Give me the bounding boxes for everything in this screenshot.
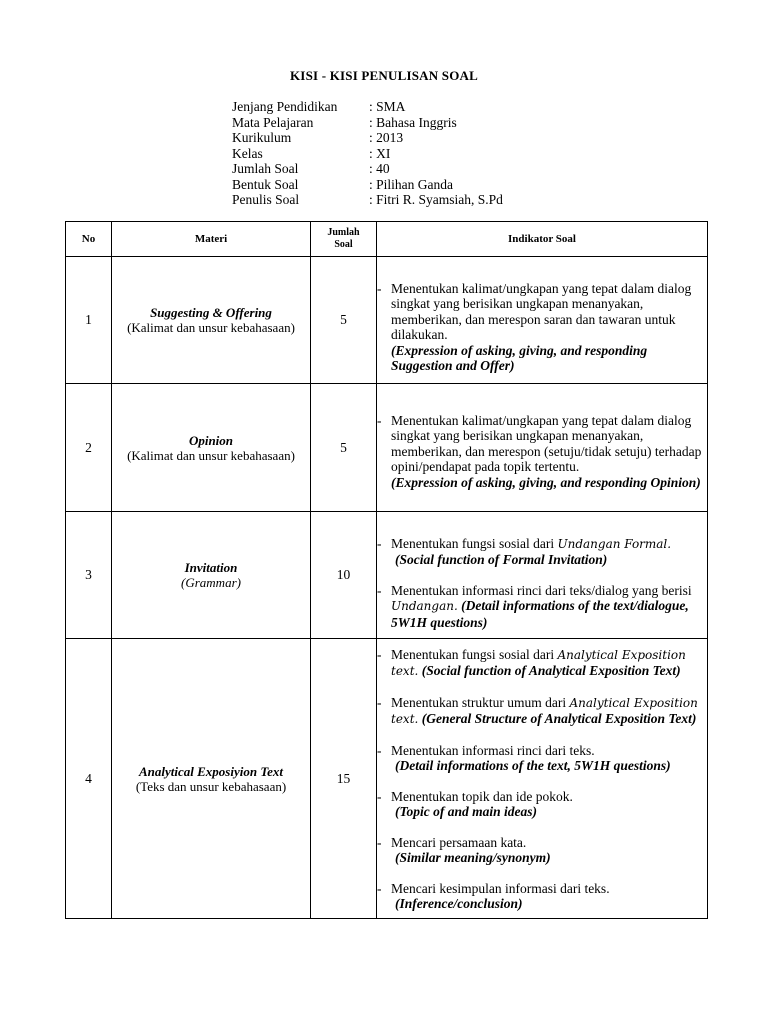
meta-value: : SMA [369,99,406,114]
indikator-item: - Menentukan fungsi sosial dari Analytical Exposition text. (Social function of Analytical Exposition Text) [377,646,686,678]
indikator-text: Menentukan struktur umum dari [391,694,567,710]
indikator-text: Menentukan topik dan ide pokok. [391,788,573,804]
indikator-item: - Menentukan fungsi sosial dari Undangan Formal. (Social function of Formal Invitation) [377,536,707,568]
materi-sub: (Kalimat dan unsur kebahasaan) [127,320,295,335]
table-row [66,639,708,919]
meta-row-jenjang [232,99,503,115]
row-indikator [377,512,708,639]
table-row [66,512,708,639]
document-meta [232,99,503,208]
indikator-item: - Menentukan informasi rinci dari teks. (Detail informations of the text, 5W1H questions) [377,743,707,774]
header-materi: Materi [112,222,311,257]
materi-name: Invitation [184,560,238,575]
indikator-english: (Similar meaning/synonym) [395,850,551,865]
materi-sub: (Teks dan unsur kebahasaan) [135,778,287,794]
row-no: 1 [66,257,112,384]
meta-row-mapel [232,115,503,131]
meta-row-bentuk [232,177,503,193]
meta-row-jumlah [232,161,503,177]
meta-label: Penulis Soal [232,192,300,207]
meta-value: : 40 [369,161,390,176]
indikator-english: (Expression of asking, giving, and responding Opinion) [391,474,701,490]
indikator-text: Mencari kesimpulan informasi dari teks. [391,880,610,896]
table-row [66,384,708,512]
kisi-table [65,221,708,919]
row-jumlah: 10 [311,512,377,639]
indikator-term: Undangan. [391,599,458,614]
indikator-item: - Menentukan struktur umum dari Analytical Exposition text. (General Structure of Analytical Exposition Text) [377,694,698,726]
indikator-term: Analytical Exposition text. [391,647,686,678]
indikator-english: (Topic of and main ideas) [395,804,538,819]
meta-value: : Pilihan Ganda [369,176,453,192]
meta-label: Kelas [232,145,263,161]
row-no: 2 [66,384,112,512]
indikator-item: - Menentukan kalimat/ungkapan yang tepat dalam dialog singkat yang berisikan ungkapan menanyakan, memberikan, dan merespon (setuju/tidak setuju) terhadap opini/pendapat pada topik tertentu. (Expression of asking, giving, and responding Opinion) [377,413,707,491]
meta-label: Mata Pelajaran [232,114,314,130]
indikator-text: Menentukan informasi rinci dari teks. [391,742,595,758]
indikator-item: - Menentukan topik dan ide pokok. (Topic of and main ideas) [377,789,707,820]
meta-row-penulis [232,192,503,208]
document-title: KISI - KISI PENULISAN SOAL [290,68,478,83]
indikator-term: Analytical Exposition text. [391,695,698,726]
row-jumlah: 15 [311,639,377,919]
indikator-item: - Menentukan kalimat/ungkapan yang tepat dalam dialog singkat yang berisikan ungkapan menanyakan, memberikan, dan merespon saran dan tawaran untuk dilakukan. (Expression of asking, giving, and responding Suggestion and Offer) [377,281,707,374]
indikator-item: - Menentukan informasi rinci dari teks/dialog yang berisi Undangan. (Detail informations of the text/dialogue, 5W1H questions) [377,582,692,630]
meta-row-kurikulum [232,130,503,146]
meta-value: : Fitri R. Syamsiah, S.Pd [369,192,503,207]
header-no: No [66,222,112,257]
materi-name: Opinion [188,432,234,448]
row-indikator [377,639,708,919]
indikator-text: Menentukan informasi rinci dari teks/dialog yang berisi [391,582,692,598]
meta-label: Kurikulum [232,130,292,145]
meta-value: : Bahasa Inggris [369,114,457,130]
indikator-english: (General Structure of Analytical Exposition Text) [421,711,697,726]
header-indikator: Indikator Soal [377,222,708,257]
row-jumlah: 5 [311,257,377,384]
indikator-english: (Detail informations of the text/dialogue, 5W1H questions) [391,598,689,630]
indikator-item: - Mencari persamaan kata. (Similar meaning/synonym) [377,835,707,866]
meta-label: Jumlah Soal [232,161,299,176]
row-indikator [377,384,708,512]
row-materi [112,512,311,639]
row-no: 4 [66,639,112,919]
meta-value: : XI [369,145,391,161]
meta-label: Jenjang Pendidikan [232,99,338,114]
row-no: 3 [66,512,112,639]
indikator-text: Menentukan kalimat/ungkapan yang tepat dalam dialog singkat yang berisikan ungkapan menanyakan, memberikan, dan merespon saran dan tawaran untuk dilakukan. [391,280,692,342]
header-jumlah-line2: Soal [334,239,353,250]
indikator-english: (Social function of Analytical Exposition Text) [421,663,681,678]
header-jumlah [311,222,377,257]
materi-name: Suggesting & Offering [150,305,272,320]
meta-value: : 2013 [369,130,404,145]
materi-sub: (Grammar) [181,575,241,590]
indikator-term: Undangan Formal. [557,536,672,551]
indikator-english: (Expression of asking, giving, and responding Suggestion and Offer) [391,342,648,373]
meta-label: Bentuk Soal [232,176,299,192]
row-indikator [377,257,708,384]
row-materi [112,257,311,384]
row-jumlah: 5 [311,384,377,512]
indikator-item: - Mencari kesimpulan informasi dari teks. (Inference/conclusion) [377,881,707,912]
indikator-english: (Detail informations of the text, 5W1H questions) [395,758,671,773]
materi-name: Analytical Exposiyion Text [139,763,283,779]
indikator-text: Menentukan kalimat/ungkapan yang tepat dalam dialog singkat yang berisikan ungkapan menanyakan, memberikan, dan merespon (setuju/tidak setuju) terhadap opini/pendapat pada topik tertentu. [391,412,702,475]
indikator-english: (Social function of Formal Invitation) [395,552,608,568]
header-jumlah-line1: Jumlah [327,227,360,238]
indikator-text: Menentukan fungsi sosial dari [391,646,555,662]
row-materi [112,639,311,919]
table-row [66,257,708,384]
row-materi [112,384,311,512]
indikator-text: Mencari persamaan kata. [391,834,527,850]
meta-row-kelas [232,146,503,162]
materi-sub: (Kalimat dan unsur kebahasaan) [127,447,295,463]
indikator-text: Menentukan fungsi sosial dari [391,535,555,551]
indikator-english: (Inference/conclusion) [395,896,523,911]
table-header-row [66,222,708,257]
